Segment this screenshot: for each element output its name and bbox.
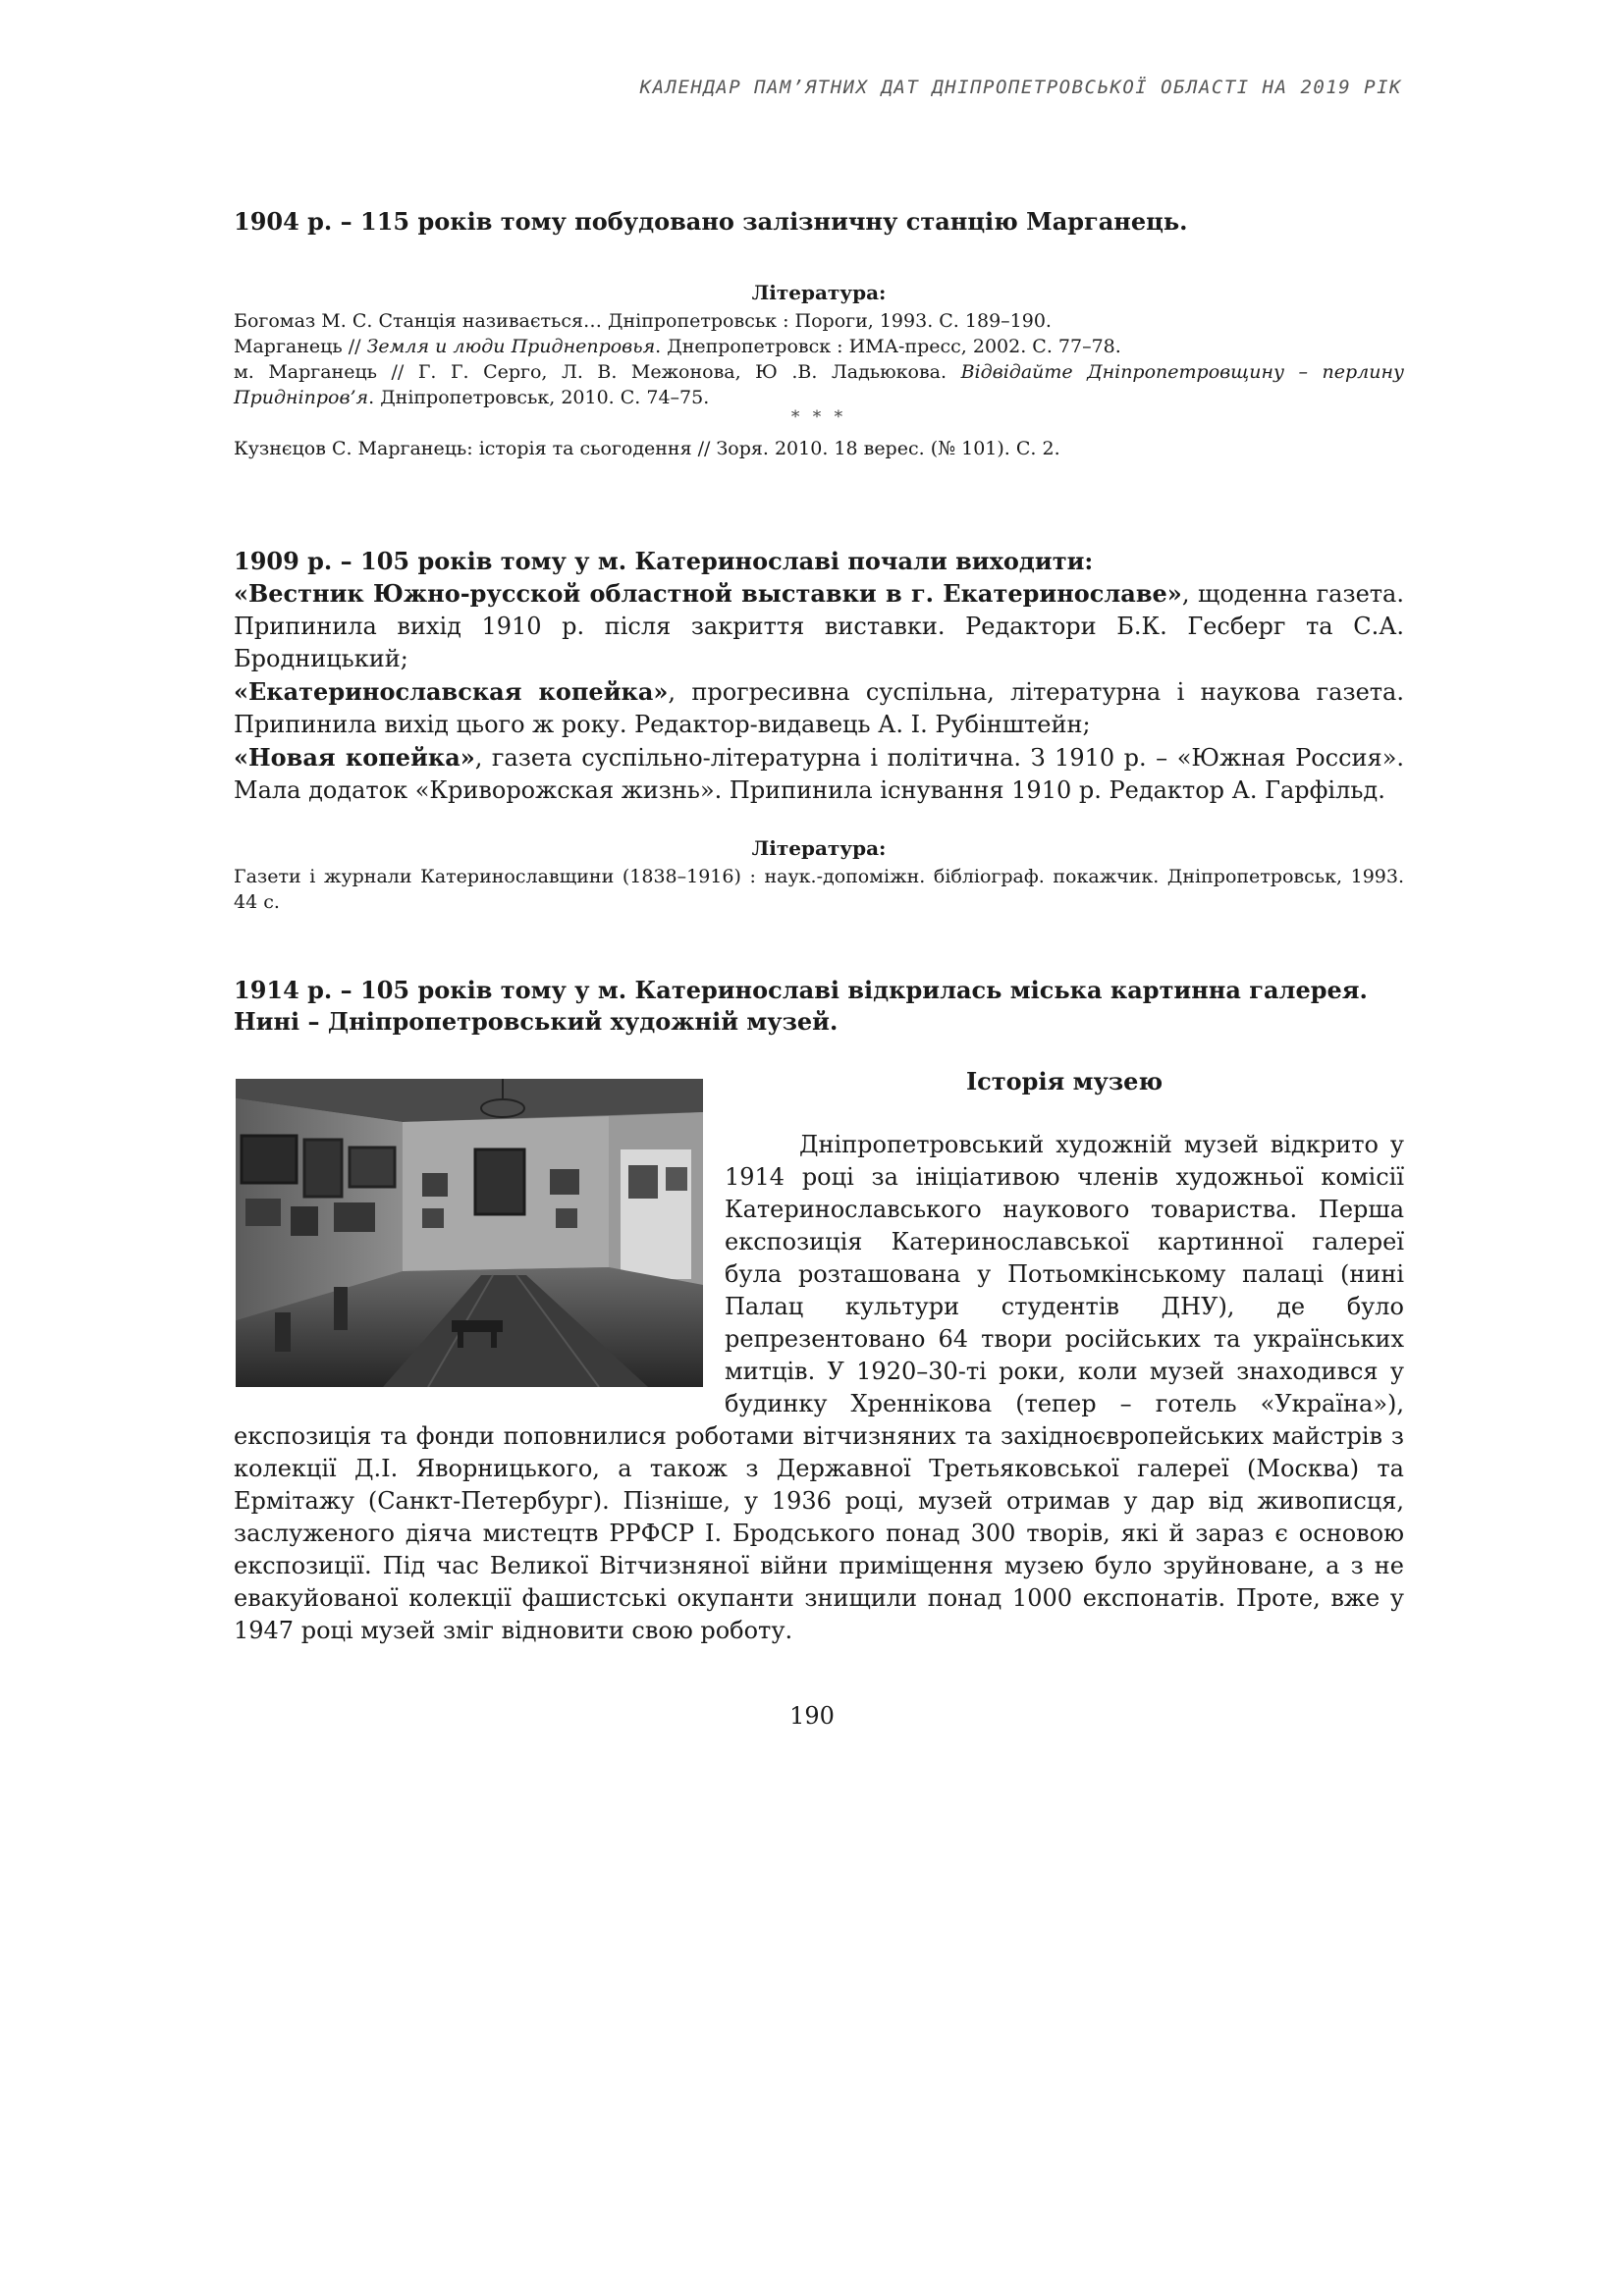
event-title: 1914 р. – 105 років тому у м. Катеринославі відкрилась міська картинна галерея. Нині – Дніпропетровський художній музей. xyxy=(234,976,1368,1036)
museum-history-text: Дніпропетровський художній музей відкрито у 1914 році за ініціативою членів художньої комісії Катеринославського наукового товариства. Перша експозиція Катеринославської картинної галереї була розташована у Потьомкінському палаці (нині Палац культури студентів ДНУ), де було репрезентовано 64 твори російських та українських митців. У 1920–30-ті роки, коли музей знаходився у будинку Хреннікова (тепер – готель «Україна»), експозиція та фонди поповнилися роботами вітчизняних та західноєвропейських майстрів з колекції Д.І. Яворницького, а також з Державної Третьяковської галереї (Москва) та Ермітажу (Санкт-Петербург). Пізніше, у 1936 році, музей отримав у дар від живописця, заслуженого діяча мистецтв РРФСР І. Бродського понад 300 творів, які й зараз є основою експозиції. Під час Великої Вітчизняної війни приміщення музею було зруйноване, а з не евакуйованої колекції фашистські окупанти знищили понад 1000 експонатів. Проте, вже у 1947 році музей зміг відновити свою роботу. xyxy=(234,1131,1404,1644)
section-newspapers xyxy=(234,546,1404,915)
separator-stars: * * * xyxy=(790,407,847,427)
literature-item: м. Марганець // Г. Г. Серго, Л. В. Межонова, Ю .В. Ладьюкова. Відвідайте Дніпропетровщину – перлину Придніпров’я. Дніпропетровськ, 2010. С. 74–75. xyxy=(234,361,1405,408)
newspaper-entry: «Новая копейка», газета суспільно-літературна і політична. З 1910 р. – «Южная Россия». Мала додаток «Криворожская жизнь». Припинила існування 1910 р. Редактор А. Гарфільд. xyxy=(234,743,1405,804)
section-art-museum xyxy=(234,975,1404,1647)
museum-subheading: Історія музею xyxy=(965,1067,1164,1095)
newspaper-entry: «Вестник Южно-русской областной выставки в г. Екатеринославе», щоденна газета. Припинила вихід 1910 р. після закриття виставки. Редактори Б.К. Гесберг та С.А. Бродницький; xyxy=(234,579,1404,672)
literature-heading: Література: xyxy=(751,281,887,304)
newspaper-entry: «Екатеринославская копейка», прогресивна суспільна, літературна і наукова газета. Припинила вихід цього ж року. Редактор-видавець А. І. Рубінштейн; xyxy=(234,677,1404,738)
literature-block xyxy=(234,836,1404,915)
literature-item: Богомаз М. С. Станція називається… Дніпропетровськ : Пороги, 1993. С. 189–190. xyxy=(234,310,1052,332)
page-number: 190 xyxy=(789,1702,835,1730)
event-title: 1909 р. – 105 років тому у м. Катеринославі почали виходити: xyxy=(234,547,1094,575)
museum-history xyxy=(234,1067,1404,1647)
museum-hall-photo xyxy=(236,1079,703,1387)
running-header: КАЛЕНДАР ПАМ’ЯТНИХ ДАТ ДНІПРОПЕТРОВСЬКОЇ ОБЛАСТІ НА 2019 РІК xyxy=(639,77,1402,98)
section-railway-station xyxy=(234,206,1404,461)
literature-item: Газети і журнали Катеринославщини (1838–1916) : наук.-допоміжн. бібліограф. покажчик. Дніпропетровськ, 1993. 44 с. xyxy=(234,866,1404,913)
literature-item: Кузнєцов С. Марганець: історія та сьогодення // Зоря. 2010. 18 верес. (№ 101). С. 2. xyxy=(234,438,1060,459)
literature-heading: Література: xyxy=(751,836,887,860)
literature-item: Марганець // Земля и люди Приднепровья. Днепропетровск : ИМА-пресс, 2002. С. 77–78. xyxy=(234,336,1121,357)
gallery-interior-image xyxy=(236,1079,703,1387)
literature-block xyxy=(234,281,1404,461)
event-title: 1904 р. – 115 років тому побудовано залізничну станцію Марганець. xyxy=(234,207,1188,236)
